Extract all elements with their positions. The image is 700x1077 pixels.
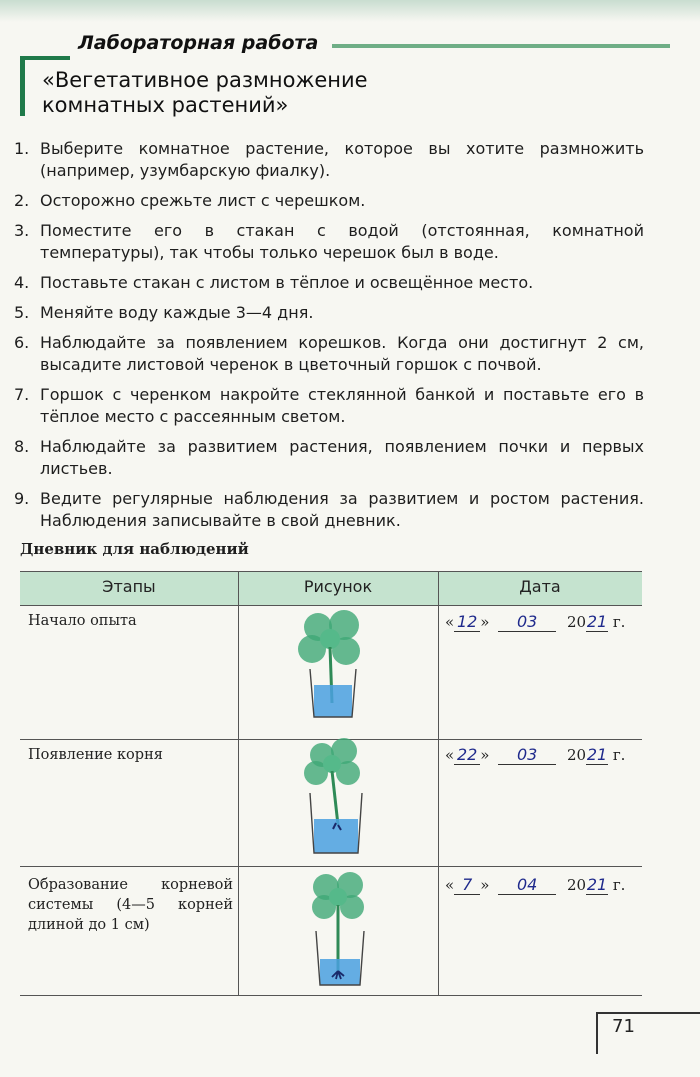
step-item [14,302,644,324]
page-number-frame-top [596,1012,700,1014]
date-month: 03 [498,745,556,765]
step-text: Наблюдайте за появлением корешков. Когда они достигнут 2 см, высадите листовой черенок в цветочный горшок с почвой. [40,333,644,374]
step-item [14,220,644,264]
date-row-1 [445,612,625,632]
stage-line: длиной до 1 см) [28,917,150,933]
column-divider [438,571,439,996]
step-number: 9. [14,489,30,508]
year-label: г. [612,876,626,894]
topic-line-2: комнатных растений» [42,93,289,117]
year-label: г. [612,613,626,631]
quote-open: « [445,613,455,631]
plant-drawing-start [288,607,378,723]
lab-title: Лабораторная работа [78,32,319,54]
step-number: 2. [14,191,30,210]
steps-list [14,138,644,540]
step-item [14,436,644,480]
year-label: г. [612,746,626,764]
column-divider [238,571,239,996]
step-item [14,384,644,428]
step-item [14,190,644,212]
stage-start: Начало опыта [28,613,137,629]
top-shade [0,0,700,22]
quote-close: » [480,876,490,894]
header-bar-right [332,44,670,48]
step-text: Осторожно срежьте лист с черешком. [40,191,366,210]
page-number: 71 [612,1016,635,1037]
step-number: 6. [14,333,30,352]
step-text: Ведите регулярные наблюдения за развитием и ростом растения. Наблюдения записывайте в свой дневник. [40,489,644,530]
page-number-frame-left [596,1012,598,1054]
quote-close: » [480,613,490,631]
step-number: 5. [14,303,30,322]
step-number: 3. [14,221,30,240]
diary-title: Дневник для наблюдений [20,540,249,558]
step-text: Поставьте стакан с листом в тёплое и освещённое место. [40,273,534,292]
lab-topic [42,68,462,118]
year-prefix: 20 [566,613,587,631]
date-month: 03 [498,612,556,632]
step-item [14,138,644,182]
step-text: Горшок с черенком накройте стеклянной банкой и поставьте его в тёплое место с рассеянным светом. [40,385,644,426]
year-suffix: 21 [586,612,608,631]
date-row-2 [445,745,625,765]
step-item [14,488,644,532]
stage-root-system [28,875,233,935]
step-number: 8. [14,437,30,456]
date-day: 22 [454,745,480,765]
quote-close: » [480,746,490,764]
header-bar-vertical [20,56,25,116]
quote-open: « [445,876,455,894]
date-day: 12 [454,612,480,632]
table-header [20,571,642,606]
year-suffix: 21 [586,875,608,894]
step-number: 1. [14,139,30,158]
year-prefix: 20 [566,746,587,764]
column-header-date: Дата [519,577,561,596]
date-row-3 [445,875,625,895]
stage-line: Образование корневой [28,877,233,893]
column-header-stages: Этапы [102,577,156,596]
water-icon [314,685,352,717]
stage-root-appearance: Появление корня [28,747,163,763]
stage-line: системы (4—5 корней [28,897,233,913]
step-number: 4. [14,273,30,292]
step-item [14,332,644,376]
year-prefix: 20 [566,876,587,894]
column-header-drawing: Рисунок [303,577,373,596]
plant-drawing-root-system [298,867,388,991]
year-suffix: 21 [586,745,608,764]
step-text: Поместите его в стакан с водой (отстоянная, комнатной температуры), так чтобы только черешок был в воде. [40,221,644,262]
topic-line-1: «Вегетативное размножение [42,68,368,92]
plant-drawing-root [292,737,382,859]
step-text: Меняйте воду каждые 3—4 дня. [40,303,314,322]
header-bar-left [20,56,70,60]
row-divider [20,995,642,996]
step-text: Наблюдайте за развитием растения, появлением почки и первых листьев. [40,437,644,478]
step-number: 7. [14,385,30,404]
date-month: 04 [498,875,556,895]
step-text: Выберите комнатное растение, которое вы хотите размножить (например, узумбарскую фиалку). [40,139,644,180]
date-day: 7 [454,875,480,895]
quote-open: « [445,746,455,764]
step-item [14,272,644,294]
